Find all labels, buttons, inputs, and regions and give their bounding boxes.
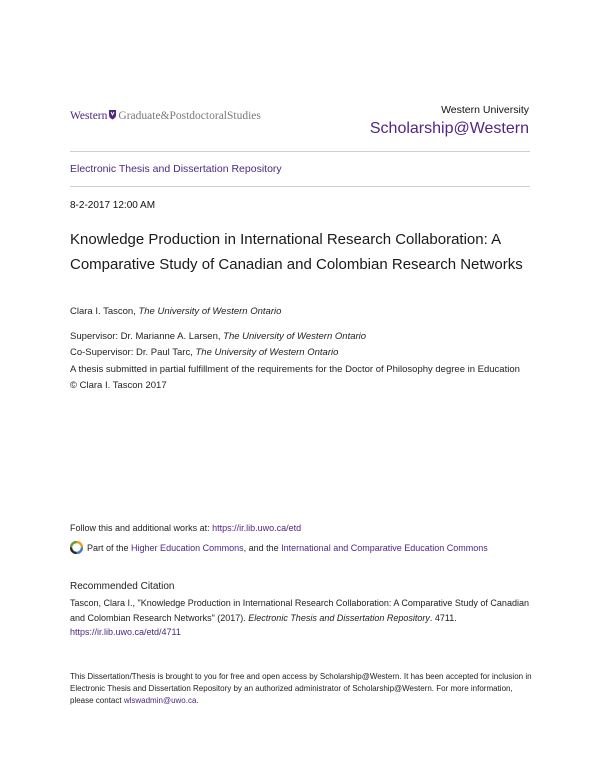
publication-date: 8-2-2017 12:00 AM [70,200,156,211]
citation-number: . 4711. [429,612,457,623]
thesis-note: A thesis submitted in partial fulfillment of the requirements for the Doctor of Philosophy degree in Education [70,364,520,375]
thesis-note-block [70,362,530,394]
university-name: Western University [441,104,529,116]
supervisor-label: Supervisor: Dr. Marianne A. Larsen, [70,331,221,342]
cosupervisor-label: Co-Supervisor: Dr. Paul Tarc, [70,347,193,358]
contact-email-link[interactable]: wlswadmin@uwo.ca [123,696,197,705]
copyright: © Clara I. Tascon 2017 [70,380,167,391]
footer-end: . [196,696,199,705]
western-gps-logo[interactable] [70,109,261,123]
cosupervisor-affiliation: The University of Western Ontario [195,347,339,358]
citation-block [70,596,532,640]
international-comparative-education-commons-link[interactable]: International and Comparative Education Commons [281,542,488,553]
part-of-middle: , and the [243,542,279,553]
recommended-citation-heading: Recommended Citation [70,581,175,592]
divider [70,151,530,152]
bepress-commons-icon [70,541,83,554]
logo-western-text: Western [70,110,108,122]
footer-note [70,671,532,707]
cosupervisor-line [70,347,338,358]
footer-text: This Dissertation/Thesis is brought to you for free and open access by Scholarship@Western. It has been accepted for inclusion in Electronic Thesis and Dissertation Repository by an authorized administrator of Scholarship@Western. For more information, please contact [70,672,532,705]
higher-education-commons-link[interactable]: Higher Education Commons [131,542,244,553]
citation-text: Tascon, Clara I., "Knowledge Production in International Research Collaboration: A Comparative Study of Canadian and Colombian Research Networks" (2017). [70,598,529,623]
supervisor-line [70,331,366,342]
logo-gps-text: Graduate&PostdoctoralStudies [118,110,261,122]
thesis-title: Knowledge Production in International Research Collaboration: A Comparative Study of Canadian and Colombian Research Networks [70,231,523,273]
follow-link[interactable]: https://ir.lib.uwo.ca/etd [212,523,302,533]
citation-url[interactable]: https://ir.lib.uwo.ca/etd/4711 [70,627,181,637]
follow-text: Follow this and additional works at: [70,523,210,533]
author-name: Clara I. Tascon, [70,306,136,317]
scholarship-western-logo[interactable]: Scholarship@Western [369,120,529,137]
author-affiliation: The University of Western Ontario [138,306,282,317]
author-line [70,306,281,317]
divider [70,186,530,187]
citation-journal: Electronic Thesis and Dissertation Repository [248,612,430,623]
supervisor-affiliation: The University of Western Ontario [223,331,367,342]
part-of-prefix: Part of the [87,542,129,553]
follow-line [70,523,301,533]
repository-link[interactable]: Electronic Thesis and Dissertation Repository [70,163,282,175]
part-of-line [70,541,488,554]
western-crest-icon [108,109,117,123]
